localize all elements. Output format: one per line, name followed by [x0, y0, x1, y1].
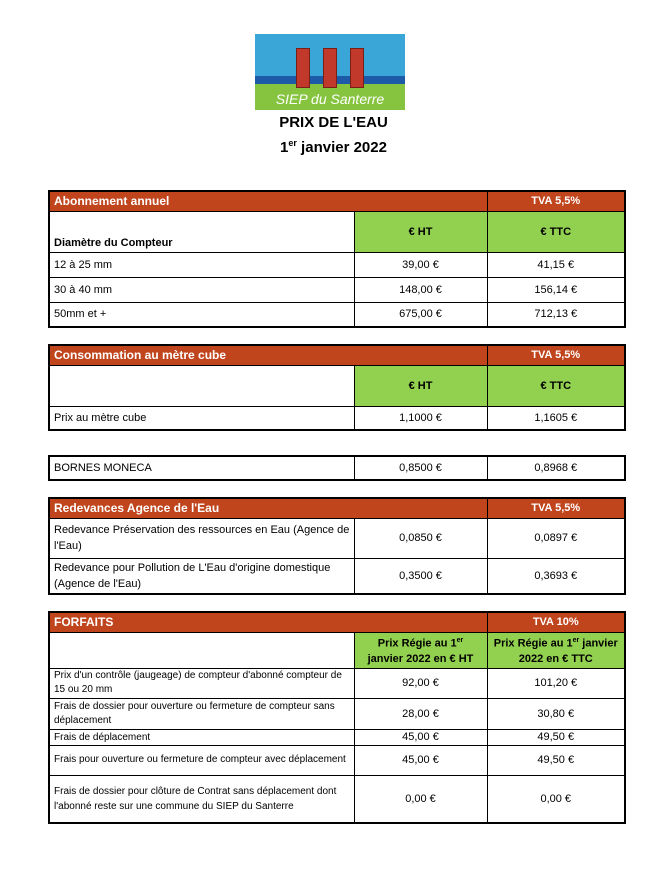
row-ttc: 0,8968 € [487, 456, 625, 480]
consommation-col-label [49, 365, 354, 406]
row-ttc: 156,14 € [487, 277, 625, 302]
row-label: Redevance Préservation des ressources en Eau (Agence de l'Eau) [49, 518, 354, 558]
row-ht: 45,00 € [354, 745, 487, 775]
redevances-title: Redevances Agence de l'Eau [49, 498, 487, 518]
row-ttc: 0,3693 € [487, 558, 625, 594]
row-ttc: 49,50 € [487, 729, 625, 745]
row-ht: 148,00 € [354, 277, 487, 302]
redevances-tva: TVA 5,5% [487, 498, 625, 518]
row-label: BORNES MONECA [49, 456, 354, 480]
table-row [49, 456, 625, 480]
row-label: Frais de dossier pour clôture de Contrat sans déplacement dont l'abonné reste sur une commune du SIEP du Santerre [49, 775, 354, 823]
abonnement-col-label: Diamètre du Compteur [49, 211, 354, 252]
row-ht: 28,00 € [354, 698, 487, 729]
abonnement-table [48, 190, 626, 328]
forfaits-title: FORFAITS [49, 612, 487, 632]
row-label: Prix d'un contrôle (jaugeage) de compteur d'abonné compteur de 15 ou 20 mm [49, 668, 354, 698]
row-ht: 0,0850 € [354, 518, 487, 558]
row-ht: 39,00 € [354, 252, 487, 277]
table-row [49, 729, 625, 745]
table-row [49, 558, 625, 594]
row-ht: 45,00 € [354, 729, 487, 745]
consommation-table [48, 344, 626, 431]
abonnement-col-ht: € HT [354, 211, 487, 252]
bornes-table [48, 455, 626, 481]
row-ttc: 0,00 € [487, 775, 625, 823]
row-ht: 1,1000 € [354, 406, 487, 430]
table-row [49, 518, 625, 558]
table-row [49, 698, 625, 729]
table-row [49, 302, 625, 327]
row-ttc: 49,50 € [487, 745, 625, 775]
row-label: Redevance pour Pollution de L'Eau d'origine domestique (Agence de l'Eau) [49, 558, 354, 594]
page-title: PRIX DE L'EAU [279, 114, 388, 131]
siep-logo [255, 34, 405, 110]
row-ttc: 1,1605 € [487, 406, 625, 430]
row-ttc: 101,20 € [487, 668, 625, 698]
forfaits-col-label [49, 632, 354, 668]
row-label: 12 à 25 mm [49, 252, 354, 277]
table-row [49, 775, 625, 823]
row-ttc: 30,80 € [487, 698, 625, 729]
row-label: 50mm et + [49, 302, 354, 327]
row-label: Prix au mètre cube [49, 406, 354, 430]
forfaits-col-ttc: Prix Régie au 1er janvier 2022 en € TTC [487, 632, 625, 668]
row-ht: 675,00 € [354, 302, 487, 327]
table-row [49, 406, 625, 430]
forfaits-tva: TVA 10% [487, 612, 625, 632]
row-ttc: 41,15 € [487, 252, 625, 277]
row-ht: 0,8500 € [354, 456, 487, 480]
abonnement-col-ttc: € TTC [487, 211, 625, 252]
abonnement-tva: TVA 5,5% [487, 191, 625, 211]
forfaits-col-ht: Prix Régie au 1er janvier 2022 en € HT [354, 632, 487, 668]
consommation-title: Consommation au mètre cube [49, 345, 487, 365]
abonnement-title: Abonnement annuel [49, 191, 487, 211]
page-date: 1er janvier 2022 [280, 138, 387, 156]
row-ht: 0,3500 € [354, 558, 487, 594]
consommation-col-ttc: € TTC [487, 365, 625, 406]
table-row [49, 745, 625, 775]
logo-text: SIEP du Santerre [275, 91, 385, 107]
redevances-table [48, 497, 626, 595]
table-row [49, 668, 625, 698]
row-ht: 92,00 € [354, 668, 487, 698]
row-label: Frais de dossier pour ouverture ou fermeture de compteur sans déplacement [49, 698, 354, 729]
row-ttc: 0,0897 € [487, 518, 625, 558]
row-ht: 0,00 € [354, 775, 487, 823]
row-label: 30 à 40 mm [49, 277, 354, 302]
table-row [49, 277, 625, 302]
consommation-tva: TVA 5,5% [487, 345, 625, 365]
row-ttc: 712,13 € [487, 302, 625, 327]
row-label: Frais pour ouverture ou fermeture de compteur avec déplacement [49, 745, 354, 775]
forfaits-table [48, 611, 626, 824]
row-label: Frais de déplacement [49, 729, 354, 745]
consommation-col-ht: € HT [354, 365, 487, 406]
table-row [49, 252, 625, 277]
